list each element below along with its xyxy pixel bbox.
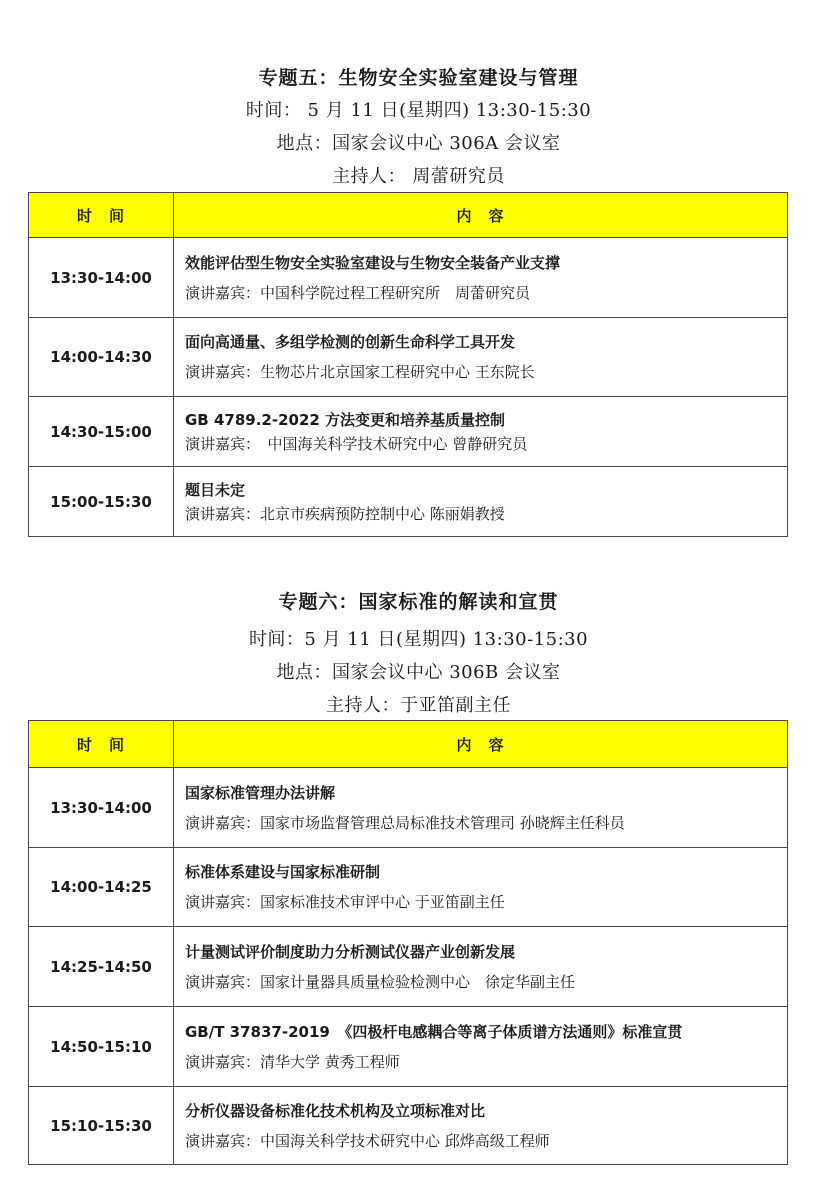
- session6-schedule-table: [28, 720, 788, 1165]
- talk-title: 面向高通量、多组学检测的创新生命科学工具开发: [185, 333, 516, 351]
- row-time: 13:30-14:00: [29, 768, 174, 848]
- talk-speaker: 演讲嘉宾：国家标准技术审评中心 于亚笛副主任: [185, 893, 505, 911]
- row-content: [174, 1087, 788, 1165]
- table-row: [29, 927, 788, 1007]
- session5-title: 专题五：生物安全实验室建设与管理: [258, 67, 579, 89]
- table-row: [29, 848, 788, 927]
- table-row: [29, 1087, 788, 1165]
- row-content: [174, 318, 788, 397]
- session6-heading: [0, 590, 837, 718]
- session6-title: 专题六：国家标准的解读和宣贯: [278, 591, 559, 613]
- row-time: 15:00-15:30: [29, 467, 174, 537]
- talk-speaker: 演讲嘉宾： 中国海关科学技术研究中心 曾静研究员: [185, 434, 528, 453]
- row-content: [174, 768, 788, 848]
- row-time: 14:00-14:25: [29, 848, 174, 927]
- talk-title: 题目未定: [185, 480, 246, 499]
- row-content: [174, 927, 788, 1007]
- talk-title: 效能评估型生物安全实验室建设与生物安全装备产业支撑: [185, 253, 561, 272]
- talk-title: 国家标准管理办法讲解: [185, 783, 336, 802]
- talk-title: 计量测试评价制度助力分析测试仪器产业创新发展: [185, 942, 516, 961]
- row-content: [174, 467, 788, 537]
- row-content: [174, 238, 788, 318]
- table-header-row: [29, 193, 788, 238]
- table-row: [29, 768, 788, 848]
- table-row: [29, 467, 788, 537]
- row-time: 14:25-14:50: [29, 927, 174, 1007]
- talk-speaker: 演讲嘉宾：北京市疾病预防控制中心 陈丽娟教授: [185, 504, 505, 523]
- talk-speaker: 演讲嘉宾：中国科学院过程工程研究所 周蕾研究员: [185, 283, 531, 302]
- session6-time: 时间：5 月 11 日(星期四) 13:30-15:30: [248, 629, 589, 650]
- talk-title: 标准体系建设与国家标准研制: [185, 863, 381, 881]
- talk-title: GB 4789.2-2022 方法变更和培养基质量控制: [185, 410, 506, 429]
- session5-heading: [0, 66, 837, 189]
- talk-speaker: 演讲嘉宾：生物芯片北京国家工程研究中心 王东院长: [185, 363, 535, 381]
- talk-speaker: 演讲嘉宾：国家市场监督管理总局标准技术管理司 孙晓辉主任科员: [185, 813, 625, 832]
- row-time: 15:10-15:30: [29, 1087, 174, 1165]
- row-time: 14:30-15:00: [29, 397, 174, 467]
- talk-speaker: 演讲嘉宾：清华大学 黄秀工程师: [185, 1052, 400, 1071]
- row-time: 13:30-14:00: [29, 238, 174, 318]
- table-row: [29, 1007, 788, 1087]
- table-row: [29, 318, 788, 397]
- session6-location: 地点：国家会议中心 306B 会议室: [276, 662, 561, 683]
- session6-host: 主持人：于亚笛副主任: [326, 695, 511, 716]
- row-time: 14:00-14:30: [29, 318, 174, 397]
- row-content: [174, 848, 788, 927]
- session5-location: 地点：国家会议中心 306A 会议室: [276, 133, 561, 154]
- session5-schedule-table: [28, 192, 788, 537]
- header-time: 时 间: [29, 193, 174, 238]
- talk-speaker: 演讲嘉宾：中国海关科学技术研究中心 邱烨高级工程师: [185, 1131, 550, 1150]
- row-content: [174, 397, 788, 467]
- header-time: 时 间: [29, 721, 174, 768]
- talk-title: GB/T 37837-2019 《四极杆电感耦合等离子体质谱方法通则》标准宣贯: [185, 1022, 683, 1041]
- header-content: 内 容: [174, 193, 788, 238]
- row-content: [174, 1007, 788, 1087]
- table-header-row: [29, 721, 788, 768]
- header-content: 内 容: [174, 721, 788, 768]
- table-row: [29, 397, 788, 467]
- row-time: 14:50-15:10: [29, 1007, 174, 1087]
- session5-host: 主持人： 周蕾研究员: [332, 166, 505, 187]
- table-row: [29, 238, 788, 318]
- talk-speaker: 演讲嘉宾：国家计量器具质量检验检测中心 徐定华副主任: [185, 972, 576, 991]
- talk-title: 分析仪器设备标准化技术机构及立项标准对比: [185, 1101, 486, 1120]
- session5-time: 时间： 5 月 11 日(星期四) 13:30-15:30: [245, 100, 592, 121]
